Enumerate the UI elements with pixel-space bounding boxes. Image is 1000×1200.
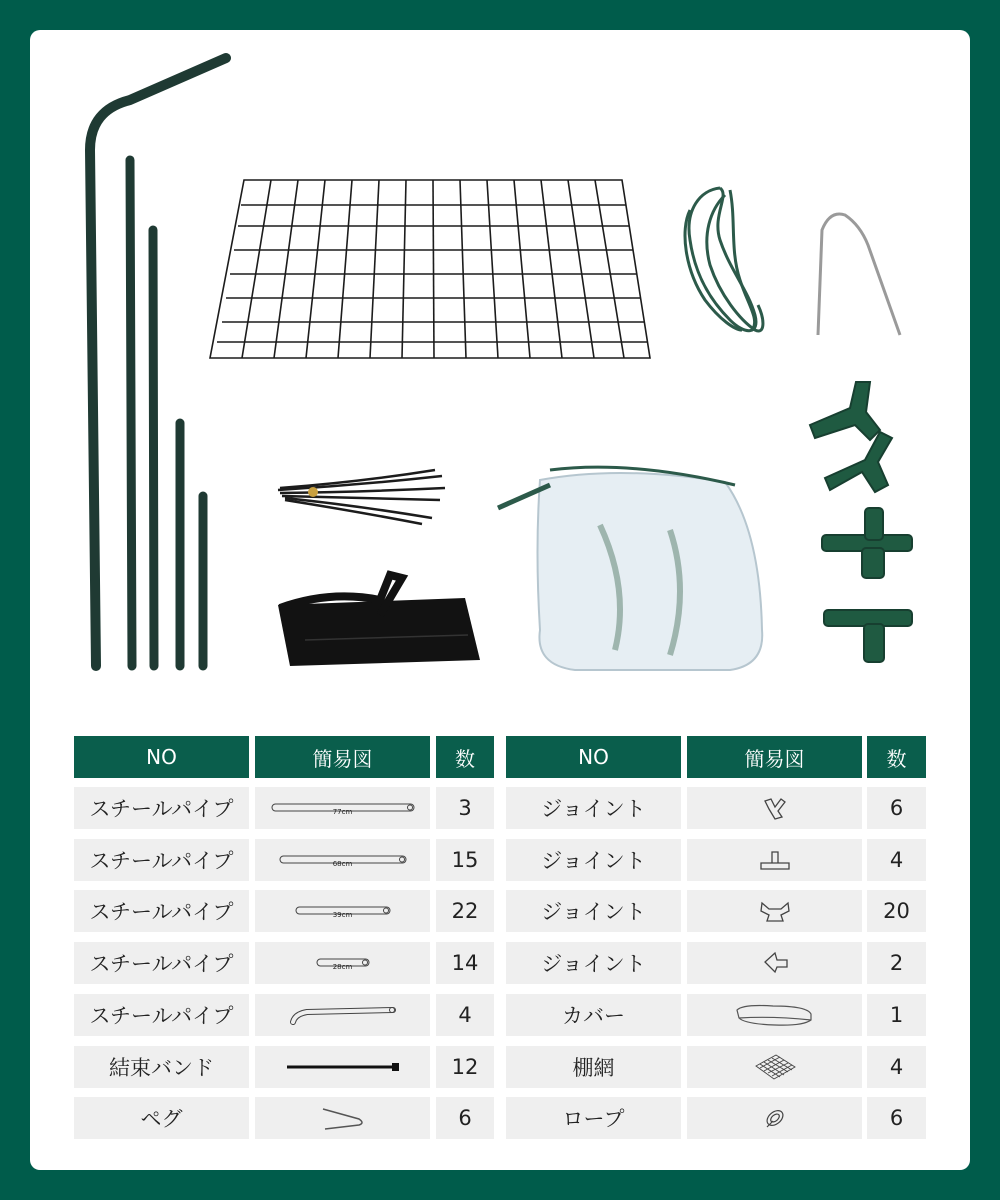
part-diagram (687, 787, 862, 829)
part-count: 12 (436, 1046, 494, 1088)
part-name: ペグ (74, 1097, 249, 1139)
bent-pipe-icon (287, 1004, 399, 1026)
shelf-net-icon (752, 1052, 798, 1082)
part-count: 6 (436, 1097, 494, 1139)
part-name: ジョイント (506, 787, 681, 829)
header-no: NO (74, 736, 249, 778)
header-no: NO (506, 736, 681, 778)
part-count: 4 (436, 994, 494, 1036)
part-name: スチールパイプ (74, 839, 249, 881)
part-name: ロープ (506, 1097, 681, 1139)
part-count: 1 (867, 994, 926, 1036)
joints-illustration (810, 382, 912, 662)
part-diagram (687, 839, 862, 881)
part-diagram (255, 994, 430, 1036)
part-count: 3 (436, 787, 494, 829)
joint-3way-side-icon (761, 950, 789, 976)
part-count: 2 (867, 942, 926, 984)
part-name: 棚網 (506, 1046, 681, 1088)
header-count: 数 (867, 736, 926, 778)
product-parts-photo (30, 30, 970, 710)
part-count: 4 (867, 1046, 926, 1088)
part-diagram (255, 787, 430, 829)
part-name: スチールパイプ (74, 890, 249, 932)
content-card (30, 30, 970, 1170)
part-name: ジョイント (506, 942, 681, 984)
pipe-length-label: 77cm (332, 808, 353, 816)
pipe-length-label: 39cm (332, 911, 353, 919)
part-name: スチールパイプ (74, 787, 249, 829)
part-diagram (255, 1046, 430, 1088)
part-name: スチールパイプ (74, 994, 249, 1036)
header-diagram: 簡易図 (687, 736, 862, 778)
cable-tie-icon (283, 1061, 403, 1073)
part-name: 結束バンド (74, 1046, 249, 1088)
cable-ties-illustration (278, 470, 445, 524)
joint-t-icon (758, 848, 792, 872)
rope-icon (761, 1105, 789, 1131)
rope-illustration (685, 188, 763, 331)
part-diagram (687, 942, 862, 984)
part-diagram (687, 1046, 862, 1088)
header-diagram: 簡易図 (255, 736, 430, 778)
part-count: 4 (867, 839, 926, 881)
header-count: 数 (436, 736, 494, 778)
part-diagram (255, 1097, 430, 1139)
part-diagram (687, 890, 862, 932)
joint-3way-angled-icon (761, 795, 789, 821)
peg-icon (319, 1105, 367, 1131)
storage-bag-illustration (278, 575, 480, 666)
part-count: 20 (867, 890, 926, 932)
pipe-length-label: 28cm (332, 963, 353, 971)
part-count: 22 (436, 890, 494, 932)
part-diagram (687, 1097, 862, 1139)
clear-cover-illustration (498, 467, 762, 670)
part-name: カバー (506, 994, 681, 1036)
part-diagram (255, 839, 430, 881)
shelf-net-illustration (210, 180, 650, 358)
steel-pipes-illustration (90, 58, 226, 666)
part-count: 15 (436, 839, 494, 881)
part-diagram (255, 890, 430, 932)
joint-4way-icon (759, 899, 791, 923)
part-name: ジョイント (506, 839, 681, 881)
part-diagram (255, 942, 430, 984)
part-diagram (687, 994, 862, 1036)
part-count: 6 (867, 787, 926, 829)
part-name: スチールパイプ (74, 942, 249, 984)
part-name: ジョイント (506, 890, 681, 932)
peg-illustration (818, 214, 900, 335)
cover-icon (733, 1000, 817, 1030)
pipe-length-label: 68cm (332, 860, 353, 868)
part-count: 14 (436, 942, 494, 984)
part-count: 6 (867, 1097, 926, 1139)
